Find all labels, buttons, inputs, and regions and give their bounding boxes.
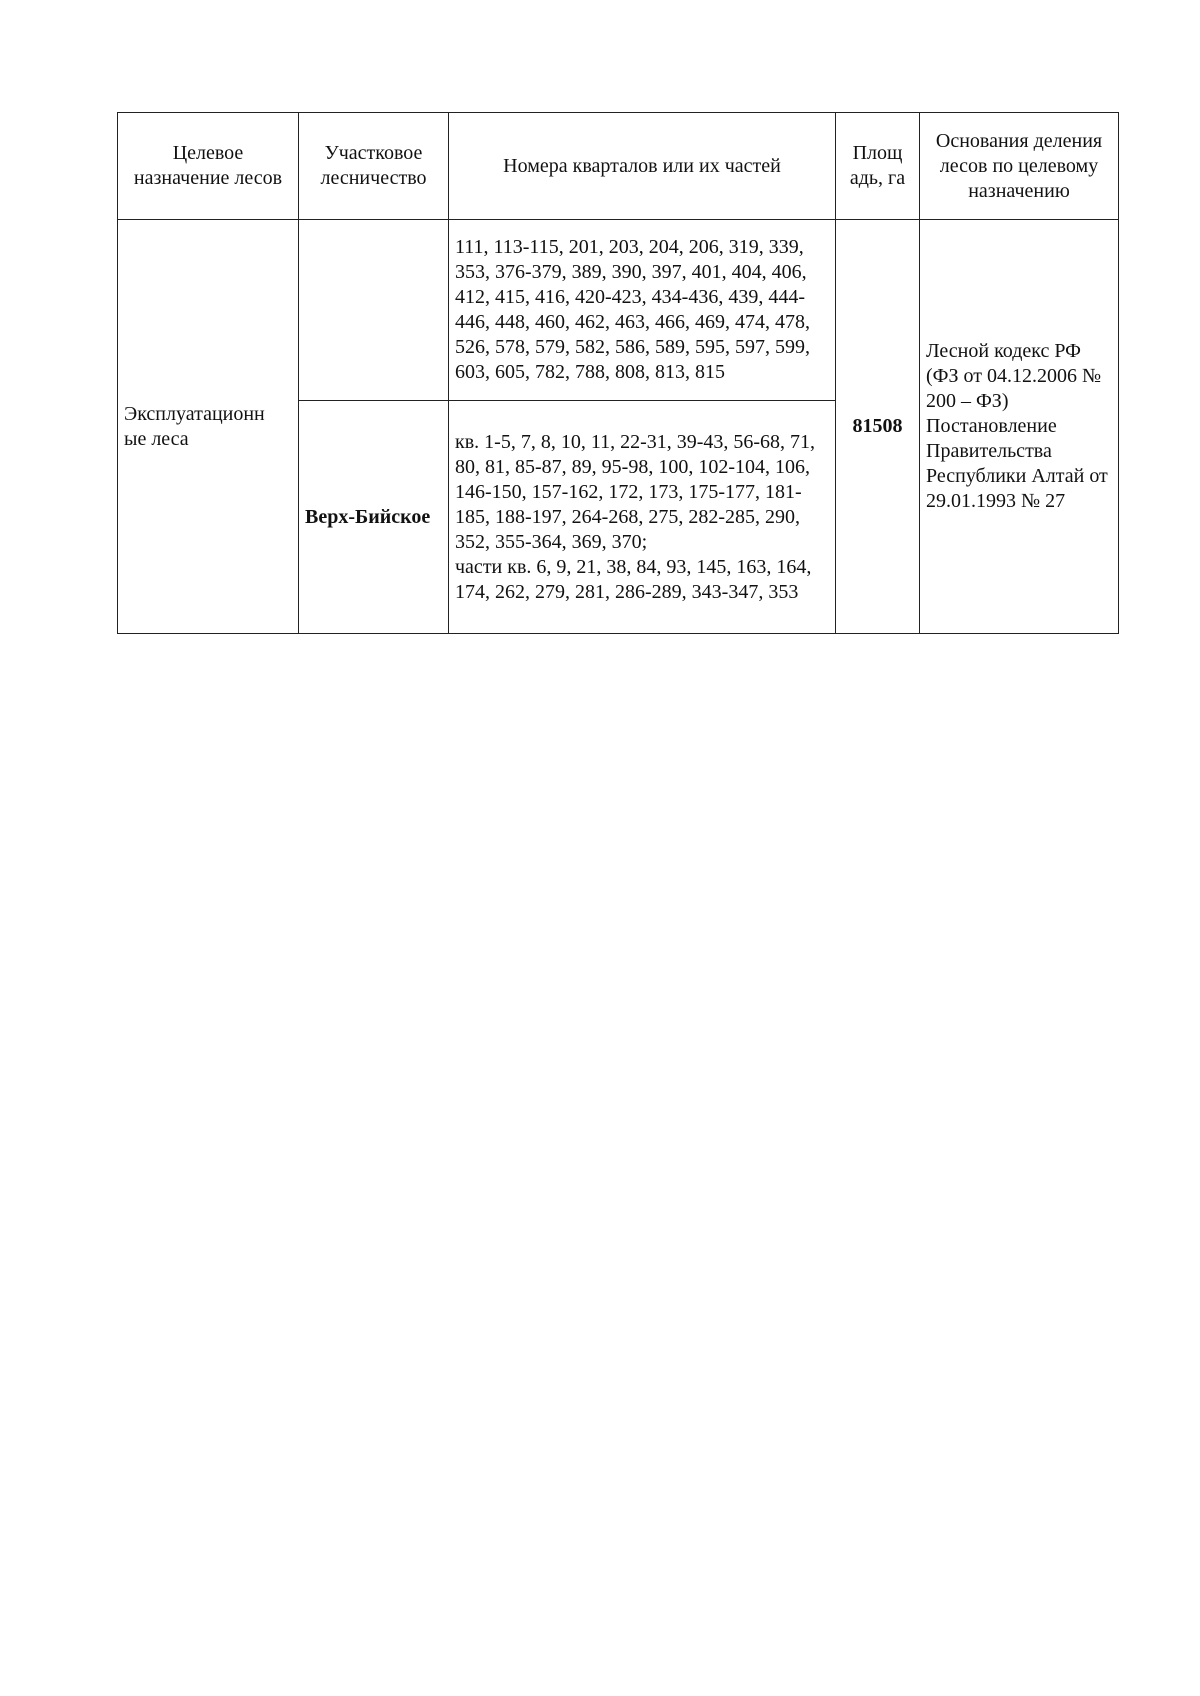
header-quarters: Номера кварталов или их частей	[449, 113, 836, 220]
cell-quarters	[449, 401, 836, 634]
cell-area: 81508	[836, 220, 920, 634]
forest-purpose-table	[117, 112, 1119, 634]
quarters-parts: части кв. 6, 9, 21, 38, 84, 93, 145, 163, 164, 174, 262, 279, 281, 286-289, 343-347, 353	[455, 555, 812, 603]
cell-purpose: Эксплуатационн ые леса	[118, 220, 299, 634]
cell-district: Верх-Бийское	[299, 401, 449, 634]
cell-quarters: 111, 113-115, 201, 203, 204, 206, 319, 339, 353, 376-379, 389, 390, 397, 401, 404, 406, 412, 415, 416, 420-423, 434-436, 439, 444-446, 448, 460, 462, 463, 466, 469, 474, 478, 526, 578, 579, 582, 586, 589, 595, 597, 599, 603, 605, 782, 788, 808, 813, 815	[449, 220, 836, 401]
table-row	[118, 220, 1119, 401]
header-area: Площ адь, га	[836, 113, 920, 220]
cell-district-empty	[299, 220, 449, 401]
quarters-list: кв. 1-5, 7, 8, 10, 11, 22-31, 39-43, 56-68, 71, 80, 81, 85-87, 89, 95-98, 100, 102-104, 106, 146-150, 157-162, 172, 173, 175-177, 181-185, 188-197, 264-268, 275, 282-285, 290, 352, 355-364, 369, 370;	[455, 430, 816, 553]
cell-basis: Лесной кодекс РФ (ФЗ от 04.12.2006 № 200 – ФЗ) Постановление Правительства Республики Алтай от 29.01.1993 № 27	[920, 220, 1119, 634]
table-header-row	[118, 113, 1119, 220]
header-basis: Основания деления лесов по целевому назначению	[920, 113, 1119, 220]
header-district: Участковое лесничество	[299, 113, 449, 220]
header-purpose: Целевое назначение лесов	[118, 113, 299, 220]
